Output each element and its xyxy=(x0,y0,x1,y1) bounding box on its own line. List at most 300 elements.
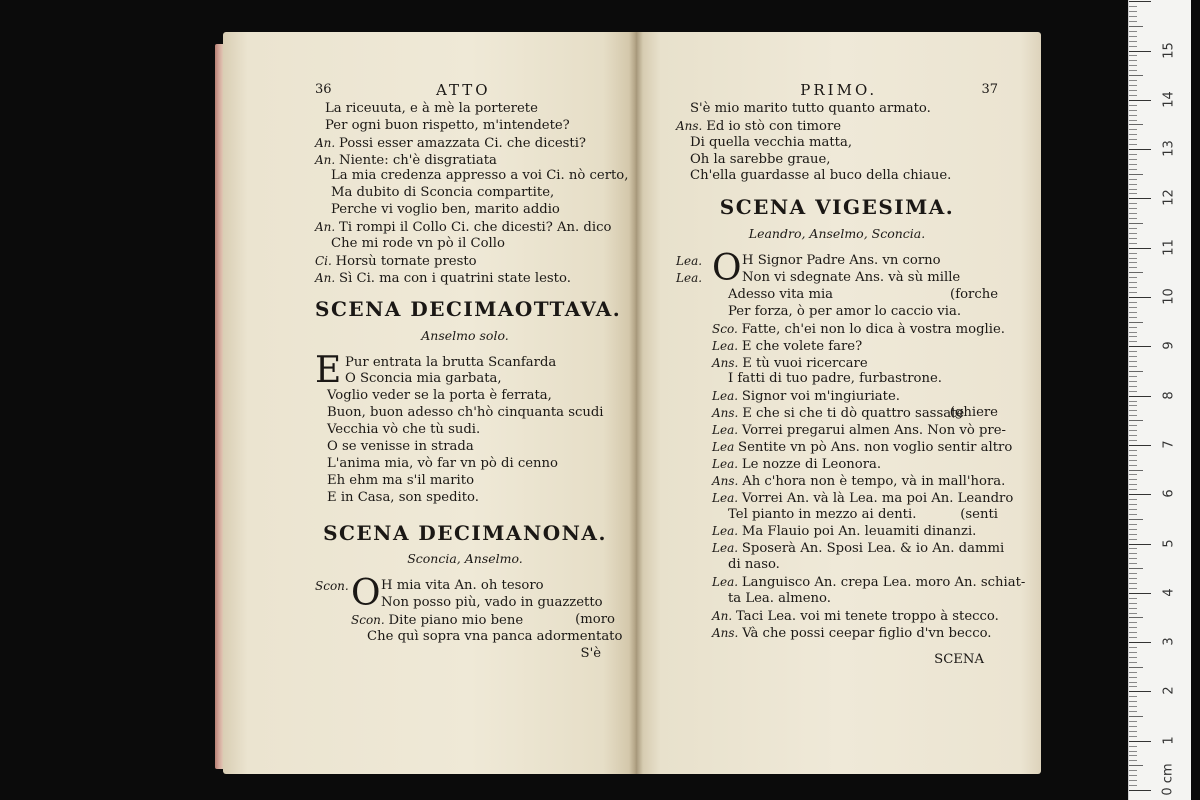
ruler-tick xyxy=(1129,662,1137,663)
ruler-tick xyxy=(1129,90,1137,91)
verse-line xyxy=(315,253,615,270)
ruler-tick xyxy=(1129,341,1137,342)
ruler-tick xyxy=(1129,351,1137,352)
verse-line xyxy=(676,118,998,135)
ruler-tick xyxy=(1129,218,1137,219)
verse-line xyxy=(351,595,615,612)
ruler-tick xyxy=(1129,420,1143,421)
ruler-tick xyxy=(1129,65,1137,66)
ruler-tick xyxy=(1129,780,1137,781)
verse-text: Ti rompi il Collo Ci. che dicesti? An. dico xyxy=(339,220,612,236)
ruler-tick xyxy=(1129,711,1137,712)
verse-line xyxy=(712,591,998,608)
verse-text: Perche vi voglio ben, marito addio xyxy=(331,202,560,218)
ruler-tick xyxy=(1129,736,1137,737)
speaker-label: Scon. xyxy=(351,613,389,628)
verse-line xyxy=(712,321,1005,338)
speaker-label: Ans. xyxy=(712,406,743,421)
verse-line xyxy=(315,219,615,236)
ruler-tick xyxy=(1129,544,1151,545)
ruler-tick xyxy=(1129,460,1137,461)
verse-line xyxy=(712,355,998,372)
ruler-tick xyxy=(1129,6,1137,7)
ruler-tick xyxy=(1129,332,1137,333)
verse-line xyxy=(712,557,998,574)
ruler-tick xyxy=(1129,539,1137,540)
ruler-tick xyxy=(1129,593,1151,594)
ruler-tick xyxy=(1129,588,1137,589)
ruler-tick xyxy=(1129,445,1151,446)
verse-text: Horsù tornate presto xyxy=(335,253,477,269)
ruler-tick xyxy=(1129,765,1143,766)
ruler-tick xyxy=(1129,253,1137,254)
left-page-text xyxy=(315,81,629,663)
verse-text: Ma dubito di Sconcia compartite, xyxy=(331,185,555,201)
verse-text: Pur entrata la brutta Scanfarda xyxy=(345,354,557,370)
overflow-note: (senti xyxy=(960,506,998,522)
right-lines-a xyxy=(676,101,998,185)
ruler-tick xyxy=(1129,760,1137,761)
ruler-number: 9 xyxy=(1161,341,1177,350)
speaker-label: Lea. xyxy=(676,254,703,269)
ruler-tick xyxy=(1129,208,1137,209)
right-running-head xyxy=(676,82,998,99)
speaker-label: Ans. xyxy=(676,118,707,133)
right-head-title: PRIMO. xyxy=(800,81,878,99)
ruler-number: 5 xyxy=(1161,538,1177,548)
verse-text: Sposerà An. Sposi Lea. & io An. dammi xyxy=(741,541,1005,557)
verse-line xyxy=(315,185,615,202)
ruler-tick xyxy=(1129,75,1143,76)
ruler-tick xyxy=(1129,425,1137,426)
verse-line xyxy=(315,118,615,135)
scene-19-cast: Sconcia, Anselmo. xyxy=(407,551,523,567)
speaker-label: An. xyxy=(315,135,340,150)
verse-text: L'anima mia, vò far vn pò di cenno xyxy=(327,455,558,471)
speaker-label: Lea. xyxy=(712,524,742,539)
ruler-tick xyxy=(1129,36,1137,37)
ruler-tick xyxy=(1129,534,1137,535)
speaker-label: Lea. xyxy=(712,389,742,404)
verse-line xyxy=(676,135,998,152)
verse-text: Non posso più, vado in guazzetto xyxy=(381,595,603,611)
ruler-tick xyxy=(1129,312,1137,313)
verse-line xyxy=(712,304,998,321)
drop-capital: E xyxy=(315,349,342,391)
left-catchword: S'è xyxy=(580,645,601,661)
ruler-tick xyxy=(1129,755,1137,756)
ruler-tick xyxy=(1129,691,1151,692)
ruler-tick xyxy=(1129,184,1137,185)
speaker-label: Lea. xyxy=(712,423,742,438)
ruler-tick xyxy=(1129,583,1137,584)
left-folio: 36 xyxy=(315,82,332,97)
ruler-tick xyxy=(1129,405,1137,406)
verse-line xyxy=(315,405,615,422)
verse-line xyxy=(315,388,615,405)
ruler-tick xyxy=(1129,672,1137,673)
left-head-title: ATTO xyxy=(435,81,491,99)
ruler-tick xyxy=(1129,410,1137,411)
verse-line xyxy=(676,101,998,118)
ruler-tick xyxy=(1129,608,1137,609)
right-folio: 37 xyxy=(981,82,998,97)
speaker-label: Ans. xyxy=(712,473,743,488)
verse-text: Và che possi ceepar figlio d'vn becco. xyxy=(742,625,992,641)
verse-text: di naso. xyxy=(728,557,780,573)
open-book xyxy=(215,32,1047,774)
verse-text: Ed io stò con timore xyxy=(706,118,842,134)
ruler-tick xyxy=(1129,322,1143,323)
ruler-tick xyxy=(1129,716,1143,717)
ruler-tick xyxy=(1129,105,1137,106)
ruler-tick xyxy=(1129,124,1143,125)
ruler-tick xyxy=(1129,70,1137,71)
ruler-tick xyxy=(1129,558,1137,559)
verse-line xyxy=(712,490,1014,507)
verse-line xyxy=(712,338,998,355)
ruler-tick xyxy=(1129,198,1151,199)
ruler-zero-label: 0 cm xyxy=(1160,763,1176,796)
verse-line xyxy=(315,101,615,118)
ruler-tick xyxy=(1129,440,1137,441)
ruler-tick xyxy=(1129,262,1137,263)
ruler-tick xyxy=(1129,514,1137,515)
verse-text: Oh la sarebbe graue, xyxy=(690,151,831,167)
ruler-tick xyxy=(1129,317,1137,318)
ruler-tick xyxy=(1129,267,1137,268)
ruler-tick xyxy=(1129,149,1151,150)
verse-text: Taci Lea. voi mi tenete troppo à stecco. xyxy=(736,608,999,624)
ruler-tick xyxy=(1129,100,1151,101)
right-page xyxy=(636,32,1041,774)
ruler-tick xyxy=(1129,455,1137,456)
left-lines-b xyxy=(315,135,629,287)
speaker-label: Lea. xyxy=(676,271,703,286)
overflow-note: (ghiere xyxy=(949,405,998,421)
ruler-tick xyxy=(1129,627,1137,628)
speaker-label: Lea. xyxy=(712,490,742,505)
ruler-tick xyxy=(1129,169,1137,170)
verse-line xyxy=(712,540,1005,557)
scene-18-lines xyxy=(315,349,615,507)
ruler-tick xyxy=(1129,80,1137,81)
ruler-tick xyxy=(1129,494,1151,495)
overflow-note: (forche xyxy=(950,286,998,302)
ruler-tick xyxy=(1129,371,1143,372)
verse-text: Vecchia vò che tù sudi. xyxy=(327,422,481,438)
verse-line xyxy=(315,456,615,473)
scene-18-cast: Anselmo solo. xyxy=(421,327,509,343)
ruler-tick xyxy=(1129,573,1137,574)
ruler-tick xyxy=(1129,479,1137,480)
ruler-number: 14 xyxy=(1161,91,1177,108)
ruler-tick xyxy=(1129,667,1143,668)
verse-text: Vorrei An. và là Lea. ma poi An. Leandro xyxy=(741,490,1014,506)
ruler-tick xyxy=(1129,519,1143,520)
ruler-tick xyxy=(1129,430,1137,431)
verse-text: Le nozze di Leonora. xyxy=(741,456,882,472)
ruler-tick xyxy=(1129,258,1137,259)
ruler-tick xyxy=(1129,701,1137,702)
verse-text: Sì Ci. ma con i quatrini state lesto. xyxy=(339,270,571,286)
verse-text: Niente: ch'è disgratiata xyxy=(339,152,497,168)
ruler-tick xyxy=(1129,391,1137,392)
ruler-tick xyxy=(1129,578,1137,579)
ruler-number: 15 xyxy=(1161,41,1177,59)
left-running-head xyxy=(315,82,615,99)
verse-text: Vorrei pregarui almen Ans. Non vò pre- xyxy=(741,423,1006,439)
ruler-tick xyxy=(1129,706,1137,707)
verse-line xyxy=(712,507,998,524)
verse-line xyxy=(712,422,1006,439)
ruler-tick xyxy=(1129,613,1137,614)
ruler-tick xyxy=(1129,504,1137,505)
ruler-tick xyxy=(1129,213,1137,214)
verse-line xyxy=(712,625,998,642)
ruler-tick xyxy=(1129,233,1137,234)
left-lines-a xyxy=(315,101,615,135)
verse-line xyxy=(315,270,615,287)
verse-text: La mia credenza appresso a voi Ci. nò certo, xyxy=(331,168,629,184)
ruler-number: 6 xyxy=(1161,489,1177,498)
ruler-tick xyxy=(1129,603,1137,604)
measuring-ruler xyxy=(1128,0,1191,800)
ruler-tick xyxy=(1129,159,1137,160)
ruler-tick xyxy=(1129,785,1137,786)
ruler-tick xyxy=(1129,617,1143,618)
verse-line xyxy=(351,612,615,629)
verse-text: Per ogni buon rispetto, m'intendete? xyxy=(325,117,570,133)
speaker-label: Sco. xyxy=(712,321,742,336)
verse-line xyxy=(315,236,615,253)
ruler-tick xyxy=(1129,361,1137,362)
verse-line xyxy=(315,422,615,439)
ruler-tick xyxy=(1129,563,1137,564)
verse-text: H mia vita An. oh tesoro xyxy=(381,578,544,594)
ruler-tick xyxy=(1129,548,1137,549)
ruler-number: 13 xyxy=(1161,140,1177,157)
ruler-tick xyxy=(1129,642,1151,643)
ruler-number: 11 xyxy=(1161,238,1177,256)
verse-text: La riceuuta, e à mè la porterete xyxy=(325,100,538,116)
drop-capital: O xyxy=(351,573,381,615)
verse-line xyxy=(315,152,615,169)
verse-text: E che volete fare? xyxy=(741,338,863,354)
verse-text: Ah c'hora non è tempo, và in mall'hora. xyxy=(742,473,1006,489)
ruler-tick xyxy=(1129,415,1137,416)
ruler-tick xyxy=(1129,726,1137,727)
verse-text: S'è mio marito tutto quanto armato. xyxy=(690,100,931,116)
ruler-number: 7 xyxy=(1161,440,1177,449)
ruler-number: 4 xyxy=(1161,588,1177,597)
verse-text: O se venisse in strada xyxy=(327,438,474,454)
book-gutter xyxy=(629,32,643,774)
speaker-label: Lea. xyxy=(712,456,742,471)
ruler-tick xyxy=(1129,790,1151,791)
ruler-tick xyxy=(1129,751,1137,752)
ruler-tick xyxy=(1129,95,1137,96)
scene-18-title: SCENA DECIMAOTTAVA. xyxy=(315,296,622,321)
ruler-tick xyxy=(1129,120,1137,121)
scene-20-lines xyxy=(676,248,1026,641)
ruler-tick xyxy=(1129,154,1137,155)
ruler-tick xyxy=(1129,1,1151,2)
ruler-tick xyxy=(1129,277,1137,278)
verse-line xyxy=(315,168,629,185)
ruler-tick xyxy=(1129,134,1137,135)
ruler-tick xyxy=(1129,647,1137,648)
speaker-label: An. xyxy=(712,608,737,623)
ruler-tick xyxy=(1129,401,1137,402)
verse-text: Signor voi m'ingiuriate. xyxy=(741,389,900,405)
verse-text: Che quì sopra vna panca adormentato xyxy=(367,629,623,645)
speaker-label: Ans. xyxy=(712,625,743,640)
verse-text: ta Lea. almeno. xyxy=(728,590,831,606)
ruler-tick xyxy=(1129,51,1151,52)
ruler-tick xyxy=(1129,686,1137,687)
ruler-tick xyxy=(1129,11,1137,12)
ruler-tick xyxy=(1129,327,1137,328)
ruler-tick xyxy=(1129,193,1137,194)
ruler-tick xyxy=(1129,484,1137,485)
ruler-tick xyxy=(1129,129,1137,130)
right-catchword: SCENA xyxy=(934,651,984,667)
ruler-tick xyxy=(1129,60,1137,61)
ruler-tick xyxy=(1129,568,1143,569)
verse-text: Ch'ella guardasse al buco della chiaue. xyxy=(690,168,952,184)
speaker-label: Lea. xyxy=(712,575,742,590)
ruler-number: 12 xyxy=(1161,189,1177,207)
verse-text: E in Casa, son spedito. xyxy=(327,489,479,505)
verse-text: Fatte, ch'ei non lo dica à vostra moglie. xyxy=(741,321,1005,337)
ruler-tick xyxy=(1129,652,1137,653)
ruler-tick xyxy=(1129,174,1143,175)
ruler-tick xyxy=(1129,632,1137,633)
verse-line xyxy=(712,405,998,422)
verse-line xyxy=(676,168,998,185)
ruler-tick xyxy=(1129,770,1137,771)
ruler-tick xyxy=(1129,657,1137,658)
verse-text: Adesso vita mia xyxy=(728,286,834,302)
verse-line xyxy=(712,608,998,625)
speaker-label: Ci. xyxy=(315,253,336,268)
verse-line xyxy=(351,629,623,646)
ruler-tick xyxy=(1129,41,1137,42)
ruler-number: 10 xyxy=(1161,288,1177,305)
ruler-number: 8 xyxy=(1161,390,1177,400)
verse-text: E che si che ti dò quattro sassate xyxy=(742,406,965,422)
ruler-tick xyxy=(1129,696,1137,697)
ruler-tick xyxy=(1129,356,1137,357)
ruler-tick xyxy=(1129,287,1137,288)
ruler-tick xyxy=(1129,489,1137,490)
ruler-tick xyxy=(1129,46,1137,47)
speaker-label: Lea. xyxy=(712,338,742,353)
verse-text: Per forza, ò per amor lo caccio via. xyxy=(728,303,962,319)
right-page-text xyxy=(676,81,1026,669)
verse-text: Ma Flauio poi An. leuamiti dinanzi. xyxy=(741,524,977,540)
verse-line xyxy=(712,388,998,405)
ruler-tick xyxy=(1129,598,1137,599)
ruler-tick xyxy=(1129,16,1137,17)
overflow-note: (moro xyxy=(575,612,615,628)
verse-text: Di quella vecchia matta, xyxy=(690,134,853,150)
verse-text: Voglio veder se la porta è ferrata, xyxy=(327,388,552,404)
ruler-tick xyxy=(1129,248,1151,249)
ruler-tick xyxy=(1129,381,1137,382)
verse-text: Possi esser amazzata Ci. che dicesti? xyxy=(339,135,587,151)
scene-20-title: SCENA VIGESIMA. xyxy=(719,195,955,220)
verse-text: Che mi rode vn pò il Collo xyxy=(331,236,505,252)
ruler-tick xyxy=(1129,110,1137,111)
verse-line xyxy=(712,371,998,388)
verse-line xyxy=(315,135,615,152)
verse-text: Buon, buon adesso ch'hò cinquanta scudi xyxy=(327,405,604,421)
verse-line xyxy=(712,456,998,473)
ruler-tick xyxy=(1129,144,1137,145)
ruler-tick xyxy=(1129,721,1137,722)
verse-line xyxy=(676,270,998,287)
verse-text: O Sconcia mia garbata, xyxy=(345,371,502,387)
ruler-tick xyxy=(1129,139,1137,140)
ruler-tick xyxy=(1129,31,1137,32)
ruler-tick xyxy=(1129,396,1151,397)
ruler-tick xyxy=(1129,292,1137,293)
ruler-tick xyxy=(1129,682,1137,683)
speaker-label: Lea. xyxy=(712,541,742,556)
ruler-tick xyxy=(1129,450,1137,451)
ruler-tick xyxy=(1129,164,1137,165)
ruler-tick xyxy=(1129,272,1143,273)
ruler-number: 3 xyxy=(1161,637,1177,646)
ruler-tick xyxy=(1129,499,1137,500)
verse-line xyxy=(315,473,615,490)
ruler-tick xyxy=(1129,189,1137,190)
verse-text: Dite piano mio bene xyxy=(388,613,524,629)
verse-text: Eh ehm ma s'il marito xyxy=(327,472,475,488)
ruler-tick xyxy=(1129,677,1137,678)
ruler-tick xyxy=(1129,366,1137,367)
speaker-label: Scon. xyxy=(315,579,349,594)
verse-text: Languisco An. crepa Lea. moro An. schiat- xyxy=(741,575,1026,591)
ruler-tick xyxy=(1129,731,1137,732)
ruler-tick xyxy=(1129,336,1137,337)
verse-line xyxy=(676,152,998,169)
ruler-tick xyxy=(1129,376,1137,377)
verse-line xyxy=(315,490,615,507)
scene-19-lines xyxy=(315,573,623,646)
ruler-tick xyxy=(1129,775,1137,776)
verse-line xyxy=(315,202,615,219)
ruler-tick xyxy=(1129,435,1137,436)
ruler-tick xyxy=(1129,509,1137,510)
verse-line xyxy=(712,473,1006,490)
ruler-tick xyxy=(1129,223,1143,224)
ruler-tick xyxy=(1129,238,1137,239)
ruler-tick xyxy=(1129,228,1137,229)
speaker-label: Ans. xyxy=(712,355,743,370)
left-page xyxy=(223,32,636,774)
drop-capital: O xyxy=(712,248,742,290)
ruler-tick xyxy=(1129,524,1137,525)
ruler-tick xyxy=(1129,470,1143,471)
ruler-tick xyxy=(1129,346,1151,347)
verse-line xyxy=(712,287,998,304)
speaker-label: An. xyxy=(315,220,340,235)
verse-line xyxy=(315,439,615,456)
speaker-label: Lea xyxy=(712,439,739,454)
